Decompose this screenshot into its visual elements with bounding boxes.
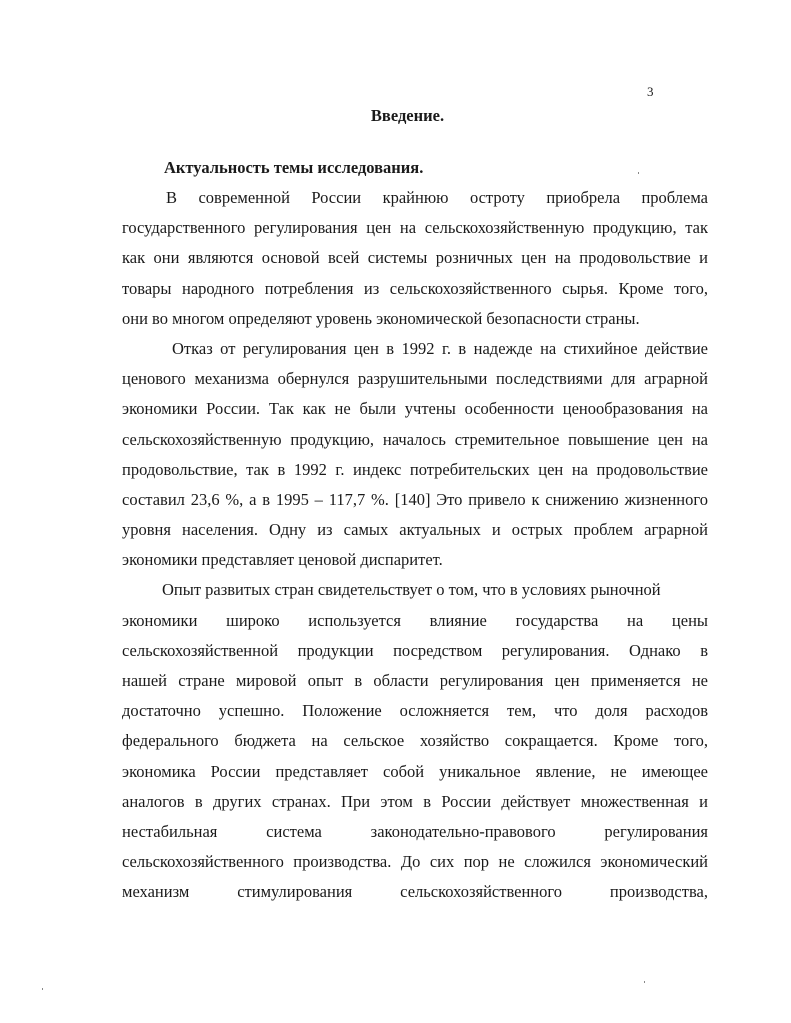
text-line: нестабильная система законодательно-правового регулирования	[122, 821, 708, 841]
text-line: В современной России крайнюю остроту приобрела проблема	[166, 188, 708, 207]
text-line: они во многом определяют уровень экономической безопасности страны.	[122, 308, 640, 328]
text-line: достаточно успешно. Положение осложняется тем, что доля расходов	[122, 701, 708, 721]
section-subtitle: Актуальность темы исследования.	[164, 158, 424, 177]
text-line: сельскохозяйственную продукцию, началось стремительное повышение цен на	[122, 429, 708, 449]
page-number: 3	[647, 84, 654, 99]
text-line: товары народного потребления из сельскохозяйственного сырья. Кроме того,	[122, 278, 708, 298]
text-line: экономики широко используется влияние государства на цены	[122, 610, 708, 630]
text-line: экономики представляет ценовой диспаритет.	[122, 550, 443, 570]
text-line: как они являются основой всей системы розничных цен на продовольствие и	[122, 248, 708, 268]
text-line: аналогов в других странах. При этом в России действует множественная и	[122, 791, 708, 811]
text-line: механизм стимулирования сельскохозяйственного производства,	[122, 882, 708, 902]
text-line: нашей стране мировой опыт в области регулирования цен применяется не	[122, 671, 708, 690]
page-title: Введение.	[370, 106, 445, 125]
text-line: Опыт развитых стран свидетельствует о том, что в условиях рыночной	[162, 580, 661, 600]
text-line: Отказ от регулирования цен в 1992 г. в надежде на стихийное действие	[172, 338, 708, 358]
scan-speck	[638, 172, 639, 174]
text-line: уровня населения. Одну из самых актуальных и острых проблем аграрной	[122, 520, 708, 540]
text-line: ценового механизма обернулся разрушительными последствиями для аграрной	[122, 369, 708, 389]
text-line: экономики России. Так как не были учтены особенности ценообразования на	[122, 399, 708, 419]
text-line: федерального бюджета на сельское хозяйство сокращается. Кроме того,	[122, 731, 708, 751]
text-line: продовольствие, так в 1992 г. индекс потребительских цен на продовольствие	[122, 459, 708, 479]
text-line: составил 23,6 %, а в 1995 – 117,7 %. [140] Это привело к снижению жизненного	[122, 489, 708, 509]
text-line: сельскохозяйственного производства. До сих пор не сложился экономический	[122, 852, 708, 872]
text-line: экономика России представляет собой уникальное явление, не имеющее	[122, 761, 708, 781]
scan-speck	[42, 988, 43, 990]
scan-speck	[644, 981, 645, 983]
body-text	[122, 183, 708, 908]
text-line: сельскохозяйственной продукции посредством регулирования. Однако в	[122, 640, 708, 660]
text-line: государственного регулирования цен на сельскохозяйственную продукцию, так	[122, 218, 708, 238]
